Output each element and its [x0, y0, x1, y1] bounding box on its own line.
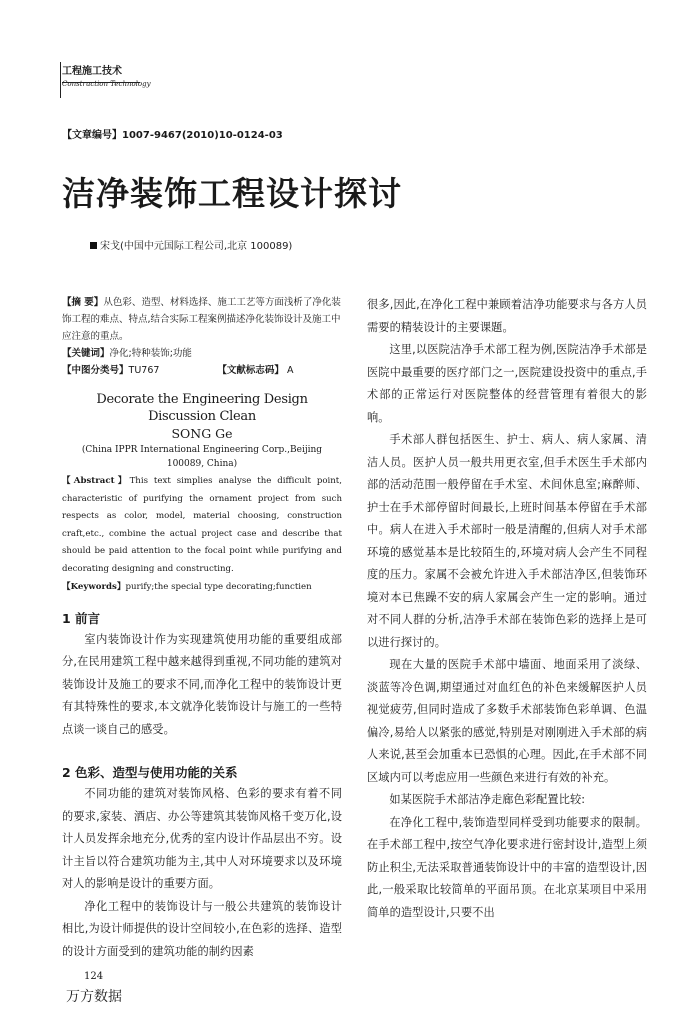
- article-title: 洁净装饰工程设计探讨: [62, 174, 402, 213]
- english-affiliation: (China IPPR International Engineering Corp.,Beijing 100089, China): [81, 445, 323, 469]
- left-column: [62, 294, 342, 963]
- english-abstract-label: 【Abstract】: [62, 476, 130, 486]
- author-text: 宋戈(中国中元国际工程公司,北京 100089): [100, 241, 293, 252]
- article-number: 【文章编号】1007-9467(2010)10-0124-03: [62, 130, 283, 141]
- right-paragraph-2: 手术部人群包括医生、护士、病人、病人家属、清洁人员。医护人员一般共用更衣室,但手术医生手术部内部的活动范围一般停留在手术室、术间休息室;麻醉师、护士在手术部停留时间最长,上班时间基本停留在手术部中。病人在进入手术部时一般是清醒的,但病人对手术部环境的感觉基本是比较陌生的,环境对病人会产生不同程度的压力。家属不会被允许进入手术部洁净区,但装饰环境对本已焦躁不安的病人家属会产生一定的影响。通过对不同人群的分析,洁净手术部在装饰色彩的选择上是可以进行探讨的。: [367, 433, 647, 649]
- clc-text: TU767: [128, 365, 160, 376]
- classification-line: [62, 362, 342, 379]
- english-abstract: [62, 473, 342, 579]
- keywords-line: [62, 345, 342, 362]
- journal-column-header: [62, 66, 151, 89]
- right-paragraph-1: 这里,以医院洁净手术部工程为例,医院洁净手术部是医院中最重要的医疗部门之一,医院建设投资中的重点,手术部的正常运行对医院整体的经营管理有着很大的影响。: [367, 343, 647, 424]
- clc-label: 【中图分类号】: [62, 365, 129, 376]
- section2-paragraph-2: 净化工程中的装饰设计与一般公共建筑的装饰设计相比,为设计师提供的设计空间较小,在色彩的选择、造型的设计方面受到的建筑功能的制约因素: [62, 899, 342, 958]
- section-heading-1: 1 前言: [62, 610, 101, 626]
- right-column: [367, 294, 647, 924]
- section-heading-2: 2 色彩、造型与使用功能的关系: [62, 765, 238, 781]
- abstract-label: 【摘 要】: [62, 297, 104, 308]
- section2-paragraph-1: 不同功能的建筑对装饰风格、色彩的要求有着不同的要求,家装、酒店、办公等建筑其装饰风格千变万化,设计人员发挥余地充分,优秀的室内设计作品层出不穷。设计主旨以符合建筑功能为主,其中人对环境要求以及环境对人的影响是设计的重要方面。: [62, 787, 342, 891]
- doc-code-text: A: [286, 365, 294, 376]
- header-rule-vertical: [60, 62, 61, 98]
- page-number: 124: [84, 971, 104, 982]
- square-bullet-icon: [90, 242, 97, 249]
- watermark: 万方数据: [66, 989, 122, 1005]
- right-paragraph-0: 很多,因此,在净化工程中兼顾着洁净功能要求与各方人员需要的精装设计的主要课题。: [367, 298, 647, 334]
- header-rule: [62, 82, 140, 83]
- column-name-cn: 工程施工技术: [62, 66, 122, 77]
- english-keywords-text: purify;the special type decorating;functien: [125, 581, 312, 592]
- right-paragraph-5: 在净化工程中,装饰造型同样受到功能要求的限制。在手术部工程中,按空气净化要求进行密封设计,造型上须防止积尘,无法采取普通装饰设计中的丰富的造型设计,因此,一般采取比较简单的平面吊顶。在北京某项目中采用简单的造型设计,只要不出: [367, 815, 647, 919]
- doc-code-label: 【文献标志码】: [217, 365, 284, 376]
- english-author: SONG Ge: [171, 426, 233, 441]
- english-keywords: [62, 579, 342, 595]
- keywords-text: 净化;特种装饰;功能: [109, 348, 192, 359]
- abstract-text: 从色彩、造型、材料选择、施工工艺等方面浅析了净化装饰工程的难点、特点,结合实际工程案例描述净化装饰设计及施工中应注意的重点。: [62, 297, 341, 342]
- chinese-abstract: [62, 294, 342, 345]
- right-paragraph-4: 如某医院手术部洁净走廊色彩配置比较:: [389, 793, 586, 806]
- english-abstract-text: This text simplies analyse the difficult point, characteristic of purifying the ornament project from such respects as color, model, material choosing, construction craft,etc., combine the actual project case and describe that should be paid attention to the focal point while purifying and decorating designing and constructing.: [62, 476, 342, 574]
- column-name-en: Construction Technology: [62, 80, 151, 88]
- right-paragraph-3: 现在大量的医院手术部中墙面、地面采用了淡绿、淡蓝等冷色调,期望通过对血红色的补色来缓解医护人员视觉疲劳,但同时造成了多数手术部装饰色彩单调、色温偏冷,易给人以紧张的感觉,特别是对刚刚进入手术部的病人来说,甚至会加重本已恐惧的心理。因此,在手术部不同区域内可以考虑应用一些颜色来进行有效的补充。: [367, 658, 647, 784]
- english-keywords-label: 【Keywords】: [62, 581, 126, 592]
- keywords-label: 【关键词】: [62, 348, 110, 359]
- section1-paragraph: 室内装饰设计作为实现建筑使用功能的重要组成部分,在民用建筑工程中越来越得到重视,不同功能的建筑对装饰设计及施工的要求不同,而净化工程中的装饰设计更有其特殊性的要求,本文就净化装饰设计与施工的一些特点谈一谈自己的感受。: [62, 632, 342, 736]
- author-line: [90, 237, 292, 252]
- english-title: Decorate the Engineering Design Discussion Clean: [96, 392, 308, 424]
